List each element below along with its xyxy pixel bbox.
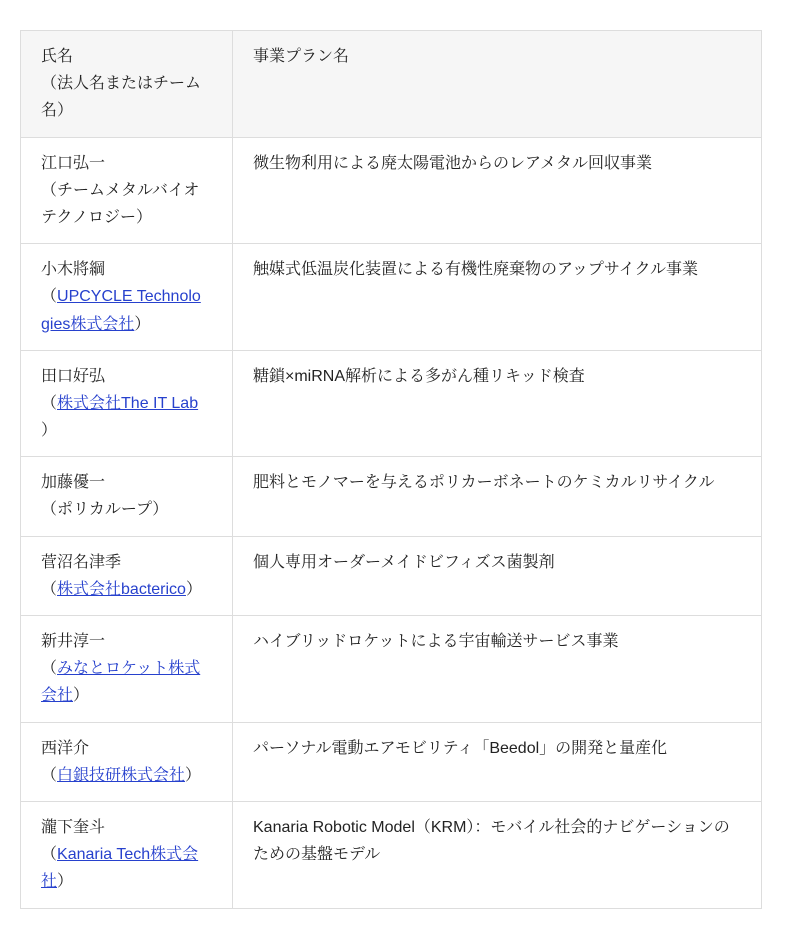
org-paren-open: （ [41, 394, 58, 412]
org-paren-close: ） [152, 501, 169, 519]
org-link[interactable]: Kanaria Tech株式会社 [41, 846, 199, 891]
org-text: チームメタルバイオテクノロジー [41, 181, 200, 226]
org-paren-close: ） [73, 687, 90, 705]
applicant-cell [21, 722, 233, 801]
applicant-name: 瀧下奎斗 [41, 818, 106, 836]
org-paren-open: （ [41, 181, 58, 199]
applicant-cell [21, 137, 233, 244]
org-paren-open: （ [41, 501, 58, 519]
table-row [21, 137, 762, 244]
org-text: ポリカループ [57, 501, 153, 519]
org-link[interactable]: 株式会社bacterico [57, 580, 186, 598]
org-paren-open: （ [41, 288, 58, 306]
applicant-cell [21, 350, 233, 457]
applicant-cell [21, 616, 233, 723]
applicant-name: 菅沼名津季 [41, 553, 122, 571]
applicant-name: 江口弘一 [41, 154, 106, 172]
table-row [21, 616, 762, 723]
table-row [21, 722, 762, 801]
org-paren-close: ） [57, 873, 74, 891]
plan-text: ハイブリッドロケットによる宇宙輸送サービス事業 [253, 633, 619, 650]
applicant-cell [21, 244, 233, 351]
table-row [21, 244, 762, 351]
org-paren-close: ） [185, 580, 202, 598]
applicant-name: 小木將綱 [41, 261, 106, 279]
org-paren-open: （ [41, 846, 58, 864]
plan-cell [233, 350, 762, 457]
org-paren-close: ） [134, 315, 151, 333]
plan-cell [233, 137, 762, 244]
applicant-cell [21, 457, 233, 536]
header-row [21, 31, 762, 138]
plan-text: 個人専用オーダーメイドビフィズス菌製剤 [253, 553, 555, 571]
plan-text: パーソナル電動エアモビリティ「Beedol」の開発と量産化 [253, 739, 668, 757]
col-header-name [21, 31, 233, 138]
applicants-table [20, 30, 762, 909]
col-header-name-label: 氏名 [41, 48, 74, 65]
org-link[interactable]: みなとロケット株式会社 [41, 660, 201, 705]
col-header-name-sub: （法人名またはチーム名） [41, 75, 202, 120]
table-body [21, 137, 762, 908]
plan-cell [233, 244, 762, 351]
table-row [21, 457, 762, 536]
table-row [21, 801, 762, 908]
applicant-cell [21, 801, 233, 908]
org-paren-open: （ [41, 580, 58, 598]
plan-text: Kanaria Robotic Model（KRM）：モバイル社会的ナビゲーションのための基盤モデル [253, 818, 730, 864]
org-link[interactable]: UPCYCLE Technologies株式会社 [41, 288, 201, 333]
org-paren-open: （ [41, 660, 58, 678]
org-paren-close: ） [185, 766, 202, 784]
plan-cell [233, 616, 762, 723]
plan-text: 微生物利用による廃太陽電池からのレアメタル回収事業 [253, 154, 653, 172]
table-row [21, 350, 762, 457]
applicant-name: 加藤優一 [41, 474, 106, 492]
col-header-plan: 事業プラン名 [233, 31, 762, 138]
plan-cell [233, 722, 762, 801]
plan-text: 触媒式低温炭化装置による有機性廃棄物のアップサイクル事業 [253, 261, 698, 279]
table-row [21, 536, 762, 615]
plan-cell [233, 536, 762, 615]
org-link[interactable]: 白銀技研株式会社 [57, 766, 186, 784]
plan-cell [233, 801, 762, 908]
plan-cell [233, 457, 762, 536]
org-link[interactable]: 株式会社The IT Lab [57, 394, 199, 412]
applicant-name: 西洋介 [41, 739, 90, 757]
org-paren-close: ） [136, 208, 153, 226]
plan-text: 糖鎖×miRNA解析による多がん種リキッド検査 [253, 367, 585, 385]
org-paren-close: ） [41, 422, 58, 440]
applicant-name: 新井淳一 [41, 633, 106, 650]
applicant-cell [21, 536, 233, 615]
applicant-name: 田口好弘 [41, 367, 106, 385]
plan-text: 肥料とモノマーを与えるポリカーボネートのケミカルリサイクル [253, 474, 715, 492]
org-paren-open: （ [41, 766, 58, 784]
